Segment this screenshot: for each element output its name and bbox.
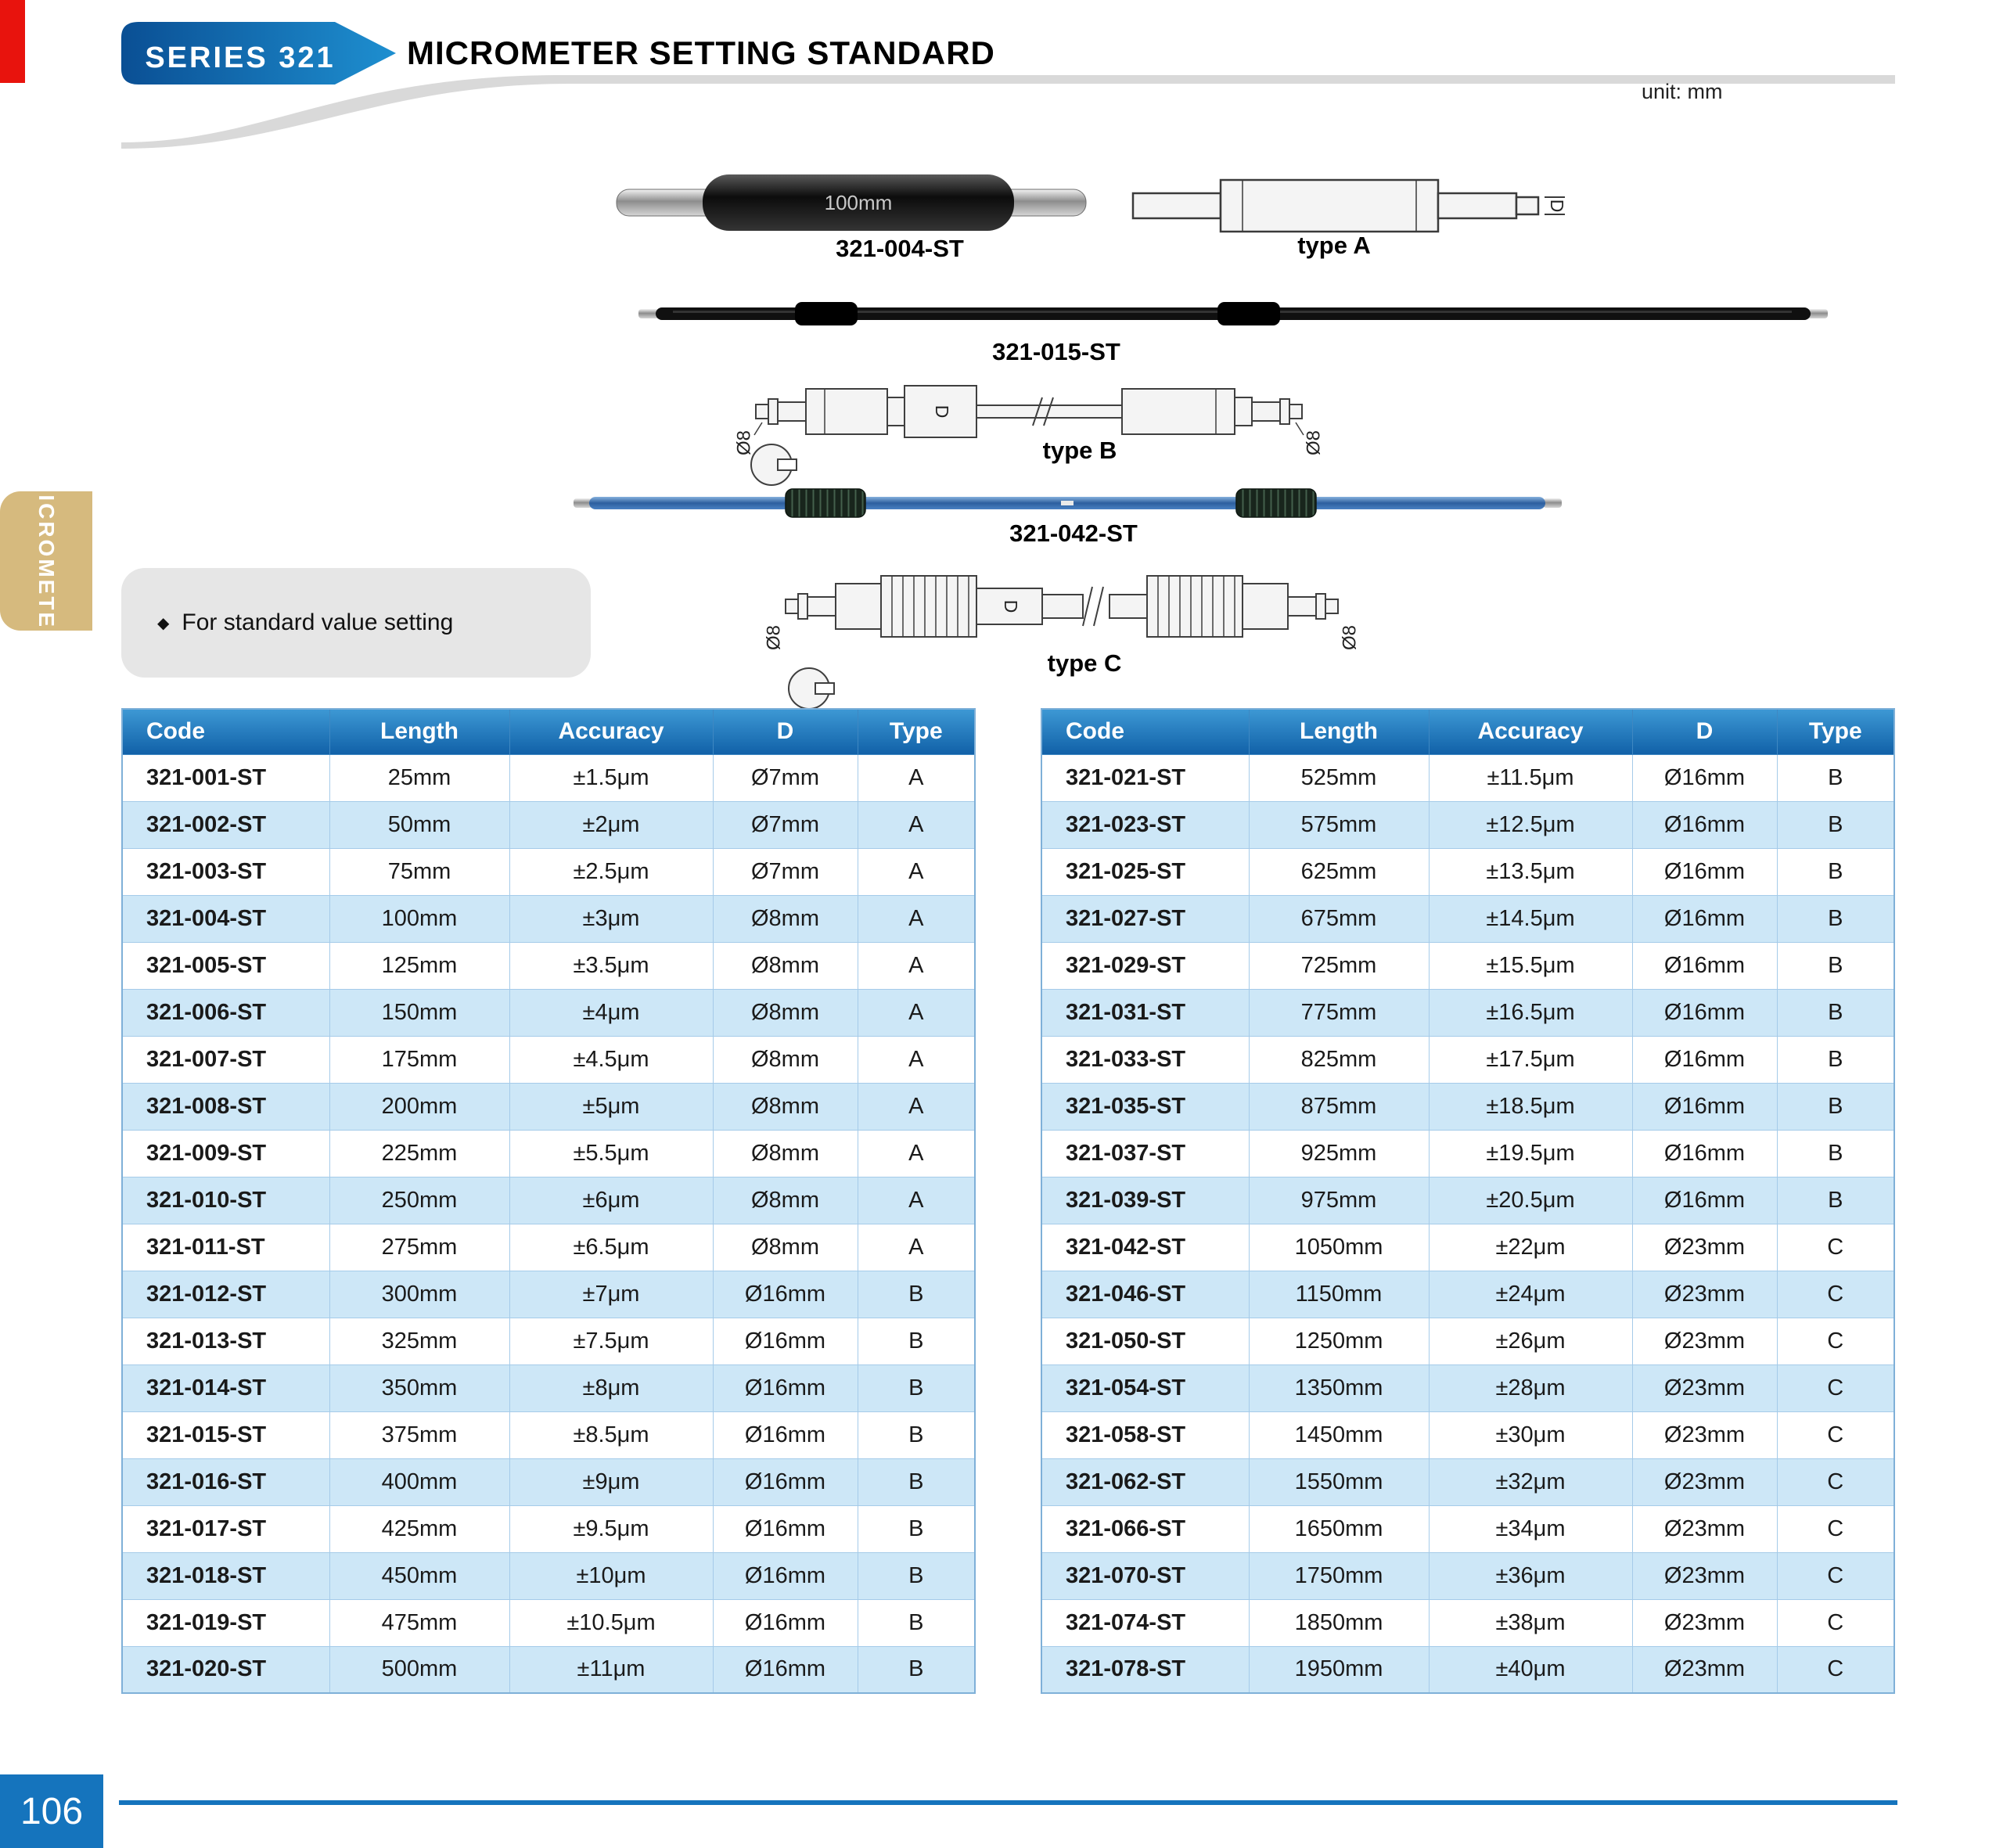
- series-label: SERIES 321: [145, 41, 336, 74]
- type-b-label: type B: [1042, 437, 1117, 464]
- cell-d: Ø23mm: [1632, 1411, 1777, 1458]
- table-row: [1041, 1177, 1894, 1224]
- table-row: [1041, 1505, 1894, 1552]
- table-row: [122, 1177, 975, 1224]
- cell-type: A: [858, 848, 975, 895]
- cell-length: 1650mm: [1249, 1505, 1429, 1552]
- cell-code: 321-070-ST: [1041, 1552, 1249, 1599]
- table-row: [1041, 754, 1894, 801]
- cell-accuracy: ±40μm: [1429, 1646, 1632, 1693]
- cell-accuracy: ±5.5μm: [509, 1130, 713, 1177]
- table-row: [122, 1505, 975, 1552]
- cell-type: B: [1777, 754, 1894, 801]
- table-row: [122, 1083, 975, 1130]
- cell-code: 321-010-ST: [122, 1177, 329, 1224]
- diamond-bullet-icon: ◆: [157, 614, 170, 632]
- table-row: [1041, 1646, 1894, 1693]
- table-row: [1041, 1318, 1894, 1364]
- cell-d: Ø8mm: [713, 1177, 858, 1224]
- photo1-code-label: 321-004-ST: [836, 235, 964, 262]
- table-row: [1041, 1364, 1894, 1411]
- table-row: [1041, 1036, 1894, 1083]
- cell-d: Ø8mm: [713, 1224, 858, 1271]
- cell-d: Ø16mm: [1632, 801, 1777, 848]
- cell-accuracy: ±1.5μm: [509, 754, 713, 801]
- cell-type: C: [1777, 1458, 1894, 1505]
- cell-d: Ø23mm: [1632, 1505, 1777, 1552]
- typeC-dia-left-label: Ø8: [763, 624, 785, 651]
- cell-d: Ø8mm: [713, 1130, 858, 1177]
- cell-accuracy: ±26μm: [1429, 1318, 1632, 1364]
- cell-type: A: [858, 989, 975, 1036]
- table-row: [122, 754, 975, 801]
- typeB-dim-label: D: [931, 404, 952, 419]
- cell-accuracy: ±11μm: [509, 1646, 713, 1693]
- cell-code: 321-003-ST: [122, 848, 329, 895]
- cell-accuracy: ±10μm: [509, 1552, 713, 1599]
- cell-code: 321-012-ST: [122, 1271, 329, 1318]
- cell-code: 321-025-ST: [1041, 848, 1249, 895]
- cell-code: 321-013-ST: [122, 1318, 329, 1364]
- cell-code: 321-002-ST: [122, 801, 329, 848]
- table-row: [1041, 1271, 1894, 1318]
- cell-length: 250mm: [329, 1177, 509, 1224]
- cell-length: 775mm: [1249, 989, 1429, 1036]
- cell-length: 1150mm: [1249, 1271, 1429, 1318]
- cell-type: B: [858, 1505, 975, 1552]
- cell-length: 75mm: [329, 848, 509, 895]
- cell-d: Ø8mm: [713, 895, 858, 942]
- cell-d: Ø23mm: [1632, 1646, 1777, 1693]
- cell-d: Ø16mm: [1632, 942, 1777, 989]
- cell-type: C: [1777, 1318, 1894, 1364]
- cell-d: Ø16mm: [1632, 1177, 1777, 1224]
- column-header-code: Code: [1041, 709, 1249, 754]
- table-row: [122, 1036, 975, 1083]
- cell-d: Ø7mm: [713, 801, 858, 848]
- cell-length: 725mm: [1249, 942, 1429, 989]
- column-header-length: Length: [1249, 709, 1429, 754]
- table-row: [1041, 1130, 1894, 1177]
- cell-d: Ø23mm: [1632, 1271, 1777, 1318]
- table-row: [122, 1552, 975, 1599]
- cell-code: 321-023-ST: [1041, 801, 1249, 848]
- column-header-code: Code: [122, 709, 329, 754]
- drawing-type-C-icon: [786, 576, 1338, 709]
- cell-code: 321-017-ST: [122, 1505, 329, 1552]
- cell-accuracy: ±34μm: [1429, 1505, 1632, 1552]
- table-row: [122, 942, 975, 989]
- cell-accuracy: ±8μm: [509, 1364, 713, 1411]
- cell-type: C: [1777, 1364, 1894, 1411]
- footer-rule: [119, 1800, 1897, 1805]
- photo-321-042-ST: [574, 489, 1562, 517]
- cell-accuracy: ±22μm: [1429, 1224, 1632, 1271]
- cell-type: A: [858, 1036, 975, 1083]
- cell-code: 321-074-ST: [1041, 1599, 1249, 1646]
- cell-length: 575mm: [1249, 801, 1429, 848]
- cell-code: 321-054-ST: [1041, 1364, 1249, 1411]
- cell-accuracy: ±32μm: [1429, 1458, 1632, 1505]
- cell-d: Ø16mm: [713, 1552, 858, 1599]
- cell-type: C: [1777, 1505, 1894, 1552]
- cell-accuracy: ±28μm: [1429, 1364, 1632, 1411]
- table-row: [122, 1364, 975, 1411]
- cell-code: 321-050-ST: [1041, 1318, 1249, 1364]
- cell-length: 325mm: [329, 1318, 509, 1364]
- cell-d: Ø16mm: [1632, 895, 1777, 942]
- cell-code: 321-015-ST: [122, 1411, 329, 1458]
- cell-length: 200mm: [329, 1083, 509, 1130]
- cell-d: Ø8mm: [713, 989, 858, 1036]
- cell-d: Ø16mm: [713, 1364, 858, 1411]
- cell-code: 321-029-ST: [1041, 942, 1249, 989]
- cell-type: C: [1777, 1599, 1894, 1646]
- cell-code: 321-035-ST: [1041, 1083, 1249, 1130]
- cell-d: Ø23mm: [1632, 1458, 1777, 1505]
- photo-321-015-ST: [638, 302, 1828, 325]
- column-header-d: D: [1632, 709, 1777, 754]
- cell-code: 321-019-ST: [122, 1599, 329, 1646]
- table-row: [1041, 1224, 1894, 1271]
- column-header-accuracy: Accuracy: [1429, 709, 1632, 754]
- cell-d: Ø7mm: [713, 754, 858, 801]
- cell-type: B: [858, 1411, 975, 1458]
- cell-code: 321-008-ST: [122, 1083, 329, 1130]
- cell-type: B: [1777, 895, 1894, 942]
- cell-code: 321-031-ST: [1041, 989, 1249, 1036]
- cell-d: Ø8mm: [713, 1036, 858, 1083]
- table-row: [1041, 848, 1894, 895]
- cell-accuracy: ±16.5μm: [1429, 989, 1632, 1036]
- cell-type: B: [1777, 801, 1894, 848]
- cell-accuracy: ±3.5μm: [509, 942, 713, 989]
- cell-accuracy: ±15.5μm: [1429, 942, 1632, 989]
- cell-type: B: [1777, 848, 1894, 895]
- column-header-type: Type: [1777, 709, 1894, 754]
- cell-accuracy: ±8.5μm: [509, 1411, 713, 1458]
- table-header-row: [122, 709, 975, 754]
- cell-d: Ø8mm: [713, 942, 858, 989]
- table-row: [122, 848, 975, 895]
- typeB-dia-right-label: Ø8: [1303, 430, 1325, 456]
- cell-d: Ø16mm: [713, 1505, 858, 1552]
- cell-accuracy: ±4μm: [509, 989, 713, 1036]
- cell-d: Ø23mm: [1632, 1599, 1777, 1646]
- column-header-type: Type: [858, 709, 975, 754]
- cell-length: 525mm: [1249, 754, 1429, 801]
- spec-table-right: [1041, 708, 1895, 1694]
- sidebar-tab-micrometer: [0, 474, 92, 648]
- cell-d: Ø16mm: [713, 1458, 858, 1505]
- cell-code: 321-014-ST: [122, 1364, 329, 1411]
- typeC-dia-right-label: Ø8: [1339, 624, 1361, 651]
- table-header-row: [1041, 709, 1894, 754]
- column-header-length: Length: [329, 709, 509, 754]
- cell-code: 321-037-ST: [1041, 1130, 1249, 1177]
- column-header-accuracy: Accuracy: [509, 709, 713, 754]
- cell-accuracy: ±3μm: [509, 895, 713, 942]
- table-row: [122, 1458, 975, 1505]
- cell-length: 100mm: [329, 895, 509, 942]
- cell-code: 321-020-ST: [122, 1646, 329, 1693]
- cell-d: Ø16mm: [1632, 1036, 1777, 1083]
- table-row: [122, 1646, 975, 1693]
- cell-d: Ø23mm: [1632, 1224, 1777, 1271]
- cell-type: B: [858, 1364, 975, 1411]
- cell-accuracy: ±2μm: [509, 801, 713, 848]
- cell-type: C: [1777, 1271, 1894, 1318]
- cell-d: Ø16mm: [1632, 848, 1777, 895]
- cell-d: Ø16mm: [713, 1271, 858, 1318]
- cell-length: 500mm: [329, 1646, 509, 1693]
- type-a-label: type A: [1297, 232, 1371, 259]
- cell-type: B: [858, 1599, 975, 1646]
- cell-accuracy: ±24μm: [1429, 1271, 1632, 1318]
- cell-code: 321-066-ST: [1041, 1505, 1249, 1552]
- drawing-type-A-icon: [1133, 180, 1565, 232]
- sidebar-tab-label: MICROMETER: [34, 474, 59, 648]
- cell-code: 321-018-ST: [122, 1552, 329, 1599]
- table-row: [1041, 1083, 1894, 1130]
- cell-length: 225mm: [329, 1130, 509, 1177]
- cell-type: B: [1777, 1036, 1894, 1083]
- cell-type: B: [858, 1552, 975, 1599]
- cell-accuracy: ±20.5μm: [1429, 1177, 1632, 1224]
- cell-type: A: [858, 1224, 975, 1271]
- cell-length: 1250mm: [1249, 1318, 1429, 1364]
- cell-length: 1750mm: [1249, 1552, 1429, 1599]
- unit-label: unit: mm: [1642, 80, 1723, 103]
- cell-length: 1450mm: [1249, 1411, 1429, 1458]
- cell-type: A: [858, 895, 975, 942]
- cell-length: 1550mm: [1249, 1458, 1429, 1505]
- cell-length: 1350mm: [1249, 1364, 1429, 1411]
- cell-accuracy: ±38μm: [1429, 1599, 1632, 1646]
- spec-table-left: [121, 708, 976, 1694]
- cell-length: 675mm: [1249, 895, 1429, 942]
- cell-type: B: [1777, 989, 1894, 1036]
- cell-code: 321-001-ST: [122, 754, 329, 801]
- cell-accuracy: ±9μm: [509, 1458, 713, 1505]
- cell-length: 425mm: [329, 1505, 509, 1552]
- cell-code: 321-046-ST: [1041, 1271, 1249, 1318]
- photo2-code-label: 321-015-ST: [992, 338, 1120, 365]
- feature-note-box: [121, 568, 591, 678]
- table-row: [1041, 1411, 1894, 1458]
- cell-d: Ø8mm: [713, 1083, 858, 1130]
- cell-accuracy: ±18.5μm: [1429, 1083, 1632, 1130]
- table-row: [122, 801, 975, 848]
- cell-type: B: [1777, 1083, 1894, 1130]
- cell-length: 925mm: [1249, 1130, 1429, 1177]
- cell-code: 321-078-ST: [1041, 1646, 1249, 1693]
- cell-length: 625mm: [1249, 848, 1429, 895]
- cell-code: 321-004-ST: [122, 895, 329, 942]
- cell-type: B: [858, 1458, 975, 1505]
- cell-type: B: [1777, 942, 1894, 989]
- cell-type: B: [1777, 1177, 1894, 1224]
- cell-code: 321-011-ST: [122, 1224, 329, 1271]
- column-header-d: D: [713, 709, 858, 754]
- table-row: [1041, 942, 1894, 989]
- cell-length: 825mm: [1249, 1036, 1429, 1083]
- cell-accuracy: ±14.5μm: [1429, 895, 1632, 942]
- cell-accuracy: ±11.5μm: [1429, 754, 1632, 801]
- cell-accuracy: ±9.5μm: [509, 1505, 713, 1552]
- cell-code: 321-005-ST: [122, 942, 329, 989]
- cell-type: A: [858, 1177, 975, 1224]
- cell-length: 975mm: [1249, 1177, 1429, 1224]
- cell-length: 1950mm: [1249, 1646, 1429, 1693]
- table-row: [1041, 801, 1894, 848]
- table-row: [122, 1599, 975, 1646]
- cell-length: 25mm: [329, 754, 509, 801]
- cell-d: Ø23mm: [1632, 1552, 1777, 1599]
- cell-length: 1050mm: [1249, 1224, 1429, 1271]
- cell-code: 321-021-ST: [1041, 754, 1249, 801]
- cell-length: 1850mm: [1249, 1599, 1429, 1646]
- cell-type: B: [858, 1318, 975, 1364]
- cell-length: 300mm: [329, 1271, 509, 1318]
- cell-type: C: [1777, 1224, 1894, 1271]
- cell-length: 875mm: [1249, 1083, 1429, 1130]
- cell-code: 321-058-ST: [1041, 1411, 1249, 1458]
- cell-code: 321-009-ST: [122, 1130, 329, 1177]
- cell-d: Ø23mm: [1632, 1318, 1777, 1364]
- cell-accuracy: ±30μm: [1429, 1411, 1632, 1458]
- table-row: [1041, 1458, 1894, 1505]
- photo1-marking: 100mm: [824, 191, 893, 214]
- cell-code: 321-033-ST: [1041, 1036, 1249, 1083]
- table-row: [122, 895, 975, 942]
- cell-accuracy: ±7μm: [509, 1271, 713, 1318]
- drawing-type-B-icon: [751, 386, 1304, 485]
- cell-type: B: [858, 1271, 975, 1318]
- cell-d: Ø16mm: [713, 1411, 858, 1458]
- cell-code: 321-062-ST: [1041, 1458, 1249, 1505]
- cell-accuracy: ±19.5μm: [1429, 1130, 1632, 1177]
- cell-type: B: [858, 1646, 975, 1693]
- cell-code: 321-007-ST: [122, 1036, 329, 1083]
- cell-d: Ø16mm: [713, 1318, 858, 1364]
- table-row: [1041, 1552, 1894, 1599]
- cell-accuracy: ±13.5μm: [1429, 848, 1632, 895]
- cell-code: 321-006-ST: [122, 989, 329, 1036]
- cell-type: A: [858, 1130, 975, 1177]
- cell-length: 375mm: [329, 1411, 509, 1458]
- table-row: [122, 1224, 975, 1271]
- cell-accuracy: ±5μm: [509, 1083, 713, 1130]
- typeC-dim-label: D: [1000, 599, 1021, 613]
- table-row: [122, 1318, 975, 1364]
- cell-d: Ø16mm: [1632, 754, 1777, 801]
- cell-type: C: [1777, 1646, 1894, 1693]
- cell-type: C: [1777, 1552, 1894, 1599]
- table-row: [122, 1411, 975, 1458]
- table-row: [122, 989, 975, 1036]
- cell-length: 450mm: [329, 1552, 509, 1599]
- cell-accuracy: ±2.5μm: [509, 848, 713, 895]
- cell-length: 50mm: [329, 801, 509, 848]
- cell-accuracy: ±6μm: [509, 1177, 713, 1224]
- cell-d: Ø16mm: [1632, 989, 1777, 1036]
- cell-accuracy: ±36μm: [1429, 1552, 1632, 1599]
- cell-length: 275mm: [329, 1224, 509, 1271]
- page-title: MICROMETER SETTING STANDARD: [407, 34, 995, 71]
- cell-length: 350mm: [329, 1364, 509, 1411]
- cell-accuracy: ±4.5μm: [509, 1036, 713, 1083]
- cell-accuracy: ±7.5μm: [509, 1318, 713, 1364]
- feature-note-text: For standard value setting: [182, 609, 454, 635]
- photo3-code-label: 321-042-ST: [1009, 520, 1138, 547]
- cell-code: 321-027-ST: [1041, 895, 1249, 942]
- table-row: [122, 1271, 975, 1318]
- cell-accuracy: ±10.5μm: [509, 1599, 713, 1646]
- table-row: [1041, 989, 1894, 1036]
- cell-type: A: [858, 801, 975, 848]
- cell-code: 321-016-ST: [122, 1458, 329, 1505]
- cell-d: Ø16mm: [713, 1599, 858, 1646]
- cell-d: Ø7mm: [713, 848, 858, 895]
- type-c-label: type C: [1047, 649, 1122, 677]
- cell-length: 175mm: [329, 1036, 509, 1083]
- cell-accuracy: ±6.5μm: [509, 1224, 713, 1271]
- cell-length: 125mm: [329, 942, 509, 989]
- cell-d: Ø16mm: [713, 1646, 858, 1693]
- cell-d: Ø16mm: [1632, 1130, 1777, 1177]
- cell-accuracy: ±12.5μm: [1429, 801, 1632, 848]
- cell-type: B: [1777, 1130, 1894, 1177]
- cell-length: 475mm: [329, 1599, 509, 1646]
- cell-code: 321-039-ST: [1041, 1177, 1249, 1224]
- table-row: [1041, 895, 1894, 942]
- typeB-dia-left-label: Ø8: [733, 430, 755, 456]
- table-row: [122, 1130, 975, 1177]
- photo-321-004-ST: [617, 174, 1086, 231]
- cell-length: 400mm: [329, 1458, 509, 1505]
- cell-d: Ø16mm: [1632, 1083, 1777, 1130]
- typeA-dim-label: D: [1546, 199, 1567, 213]
- cell-type: C: [1777, 1411, 1894, 1458]
- cell-type: A: [858, 1083, 975, 1130]
- cell-type: A: [858, 942, 975, 989]
- cell-length: 150mm: [329, 989, 509, 1036]
- table-row: [1041, 1599, 1894, 1646]
- page-number: 106: [0, 1774, 103, 1848]
- cell-type: A: [858, 754, 975, 801]
- cell-accuracy: ±17.5μm: [1429, 1036, 1632, 1083]
- cell-d: Ø23mm: [1632, 1364, 1777, 1411]
- cell-code: 321-042-ST: [1041, 1224, 1249, 1271]
